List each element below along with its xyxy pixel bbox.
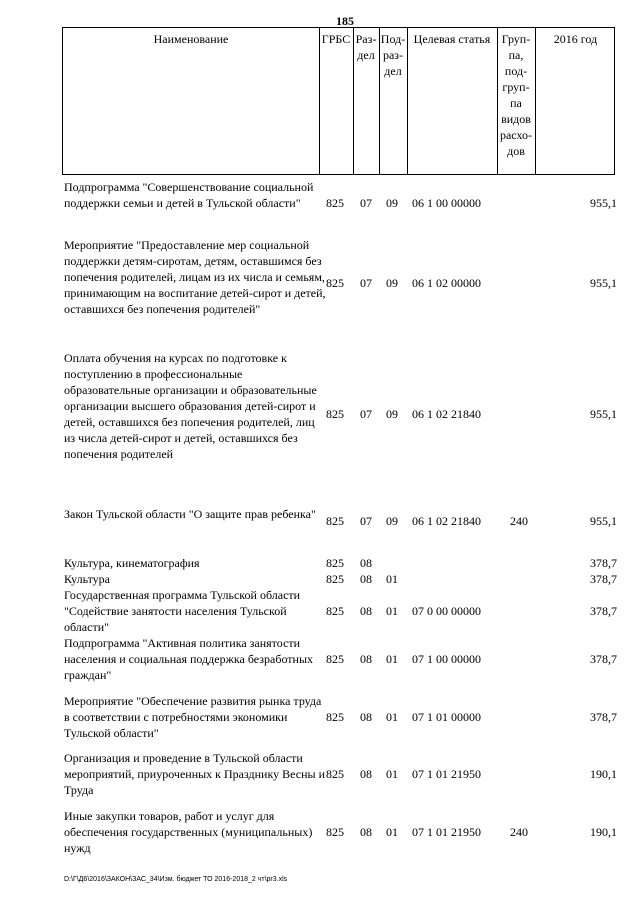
row-target: 07 1 00 00000 — [412, 652, 481, 666]
row-value: 190,1 — [590, 767, 617, 781]
row-target: 07 1 01 00000 — [412, 710, 481, 724]
row-name: Культура — [64, 572, 110, 586]
row-grbs: 825 — [326, 710, 344, 724]
row-podrazdel: 09 — [386, 514, 398, 528]
header-name: Наименование — [153, 32, 229, 46]
table-row — [0, 808, 640, 856]
table-row — [0, 350, 640, 478]
row-value: 190,1 — [590, 825, 617, 839]
row-value: 955,1 — [590, 407, 617, 421]
row-target: 06 1 02 21840 — [412, 514, 481, 528]
row-razdel: 07 — [360, 196, 372, 210]
table-row — [0, 237, 640, 333]
header-razdel: Раз- дел — [355, 32, 377, 62]
row-target: 06 1 02 21840 — [412, 407, 481, 421]
row-grbs: 825 — [326, 407, 344, 421]
row-podrazdel: 01 — [386, 604, 398, 618]
row-name: Иные закупки товаров, работ и услуг для обеспечения государственных (муниципальных) нужд — [64, 809, 313, 855]
row-target: 06 1 00 00000 — [412, 196, 481, 210]
row-razdel: 07 — [360, 407, 372, 421]
row-name: Мероприятие "Предоставление мер социальной поддержки детям-сиротам, детям, оставшимся без попечения родителей, лицам из их числа и семьям, принимающим на воспитание детей-сирот и детей, оставшихся без попечения родителей" — [64, 238, 326, 316]
row-grbs: 825 — [326, 276, 344, 290]
table-header — [62, 27, 615, 175]
row-grbs: 825 — [326, 556, 344, 570]
row-name: Подпрограмма "Совершенствование социальной поддержки семьи и детей в Тульской области" — [64, 180, 314, 210]
row-podrazdel: 09 — [386, 407, 398, 421]
row-razdel: 08 — [360, 767, 372, 781]
row-value: 955,1 — [590, 276, 617, 290]
row-podrazdel: 01 — [386, 767, 398, 781]
row-razdel: 08 — [360, 825, 372, 839]
row-podrazdel: 01 — [386, 652, 398, 666]
row-name: Закон Тульской области "О защите прав ребенка" — [64, 507, 316, 521]
header-divider — [407, 28, 408, 174]
row-grbs: 825 — [326, 825, 344, 839]
row-podrazdel: 09 — [386, 276, 398, 290]
row-grbs: 825 — [326, 767, 344, 781]
row-value: 378,7 — [590, 604, 617, 618]
row-razdel: 07 — [360, 276, 372, 290]
table-row — [0, 693, 640, 741]
row-podrazdel: 01 — [386, 825, 398, 839]
page-number: 185 — [336, 14, 354, 28]
row-podrazdel: 01 — [386, 710, 398, 724]
table-row — [0, 635, 640, 683]
row-podrazdel: 09 — [386, 196, 398, 210]
row-group: 240 — [510, 514, 528, 528]
row-grbs: 825 — [326, 196, 344, 210]
row-name: Организация и проведение в Тульской области мероприятий, приуроченных к Празднику Весны и Труда — [64, 751, 325, 797]
row-group: 240 — [510, 825, 528, 839]
header-podrazdel: Под- раз- дел — [380, 32, 406, 78]
table-row — [0, 506, 640, 538]
row-name: Оплата обучения на курсах по подготовке к поступлению в профессиональные образовательные организации и образовательные организации высшего образования детей-сирот и детей, оставшихся без попечения родителей, лиц из числа детей-сирот и детей, оставшихся без попечения родителей — [64, 351, 317, 461]
table-row — [0, 179, 640, 227]
header-grbs: ГРБС — [321, 32, 351, 46]
row-razdel: 08 — [360, 710, 372, 724]
row-value: 378,7 — [590, 556, 617, 570]
table-row — [0, 555, 640, 571]
row-razdel: 08 — [360, 572, 372, 586]
file-path-footer: D:\Г\Д6\2016\ЗАКОН\ЗАС_34\Изм. бюджет ТО 2016-2018_2 чт\pr3.xls — [64, 876, 288, 883]
row-value: 955,1 — [590, 196, 617, 210]
header-year: 2016 год — [553, 32, 598, 46]
table-row — [0, 571, 640, 587]
row-name: Мероприятие "Обеспечение развития рынка труда в соответствии с потребностями экономики Тульской области" — [64, 694, 322, 740]
row-podrazdel: 01 — [386, 572, 398, 586]
row-razdel: 08 — [360, 556, 372, 570]
row-value: 955,1 — [590, 514, 617, 528]
row-value: 378,7 — [590, 710, 617, 724]
row-name: Государственная программа Тульской области "Содействие занятости населения Тульской области" — [64, 588, 301, 634]
header-group: Груп- па, под- груп- па видов расхо- дов — [499, 32, 533, 158]
row-razdel: 08 — [360, 604, 372, 618]
header-target: Целевая статья — [413, 32, 491, 46]
row-razdel: 08 — [360, 652, 372, 666]
row-grbs: 825 — [326, 652, 344, 666]
row-target: 07 0 00 00000 — [412, 604, 481, 618]
row-razdel: 07 — [360, 514, 372, 528]
header-divider — [319, 28, 320, 174]
row-value: 378,7 — [590, 572, 617, 586]
row-target: 06 1 02 00000 — [412, 276, 481, 290]
table-row — [0, 587, 640, 635]
header-divider — [535, 28, 536, 174]
table-row — [0, 750, 640, 798]
row-value: 378,7 — [590, 652, 617, 666]
row-target: 07 1 01 21950 — [412, 767, 481, 781]
row-grbs: 825 — [326, 572, 344, 586]
row-target: 07 1 01 21950 — [412, 825, 481, 839]
row-grbs: 825 — [326, 604, 344, 618]
row-name: Культура, кинематография — [64, 556, 200, 570]
row-grbs: 825 — [326, 514, 344, 528]
row-name: Подпрограмма "Активная политика занятости населения и социальная поддержка безработных граждан" — [64, 636, 314, 682]
